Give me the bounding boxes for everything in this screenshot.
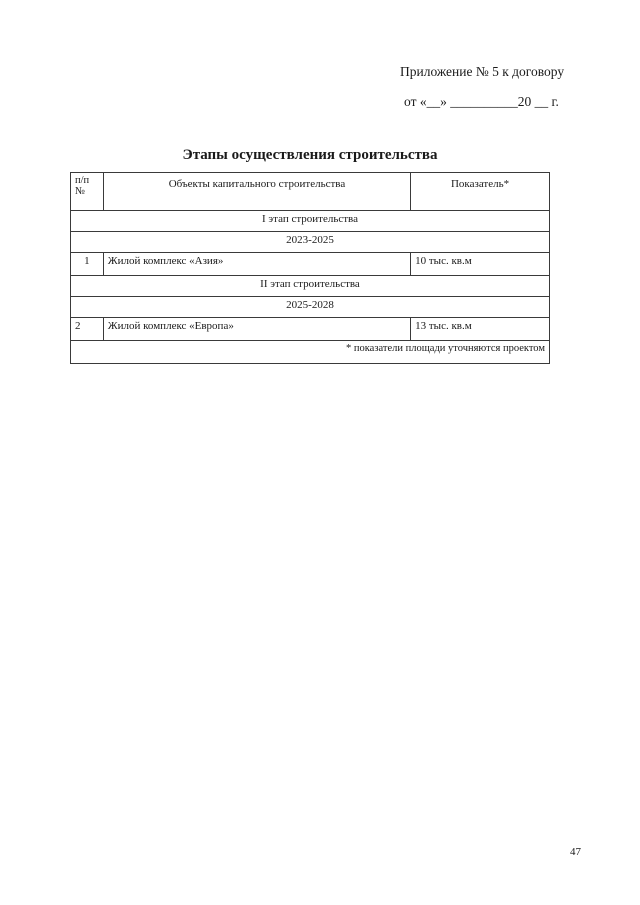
table-note-row [71, 341, 550, 364]
document-title: Этапы осуществления строительства [182, 147, 438, 163]
row-number: 1 [71, 253, 104, 276]
row-indicator: 13 тыс. кв.м [411, 318, 550, 341]
header-object: Объекты капитального строительства [103, 173, 410, 211]
stage-row [71, 276, 550, 297]
stage-years-row [71, 232, 550, 253]
table-footnote: * показатели площади уточняются проектом [71, 341, 550, 364]
construction-stages-table [70, 172, 550, 364]
table-row [71, 318, 550, 341]
row-number: 2 [71, 318, 104, 341]
stage-row [71, 211, 550, 232]
stage-years: 2023-2025 [71, 232, 550, 253]
row-indicator: 10 тыс. кв.м [411, 253, 550, 276]
row-object: Жилой комплекс «Азия» [103, 253, 410, 276]
stage-years: 2025-2028 [71, 297, 550, 318]
header-number: п/п № [71, 173, 104, 211]
table-row [71, 253, 550, 276]
table-header-row [71, 173, 550, 211]
stage-label: I этап строительства [71, 211, 550, 232]
appendix-label: Приложение № 5 к договору [400, 64, 565, 79]
stage-label: II этап строительства [71, 276, 550, 297]
stage-years-row [71, 297, 550, 318]
page-number: 47 [570, 846, 581, 858]
row-object: Жилой комплекс «Европа» [103, 318, 410, 341]
contract-date-line: от «__» __________20 __ г. [404, 94, 559, 109]
header-indicator: Показатель* [411, 173, 550, 211]
